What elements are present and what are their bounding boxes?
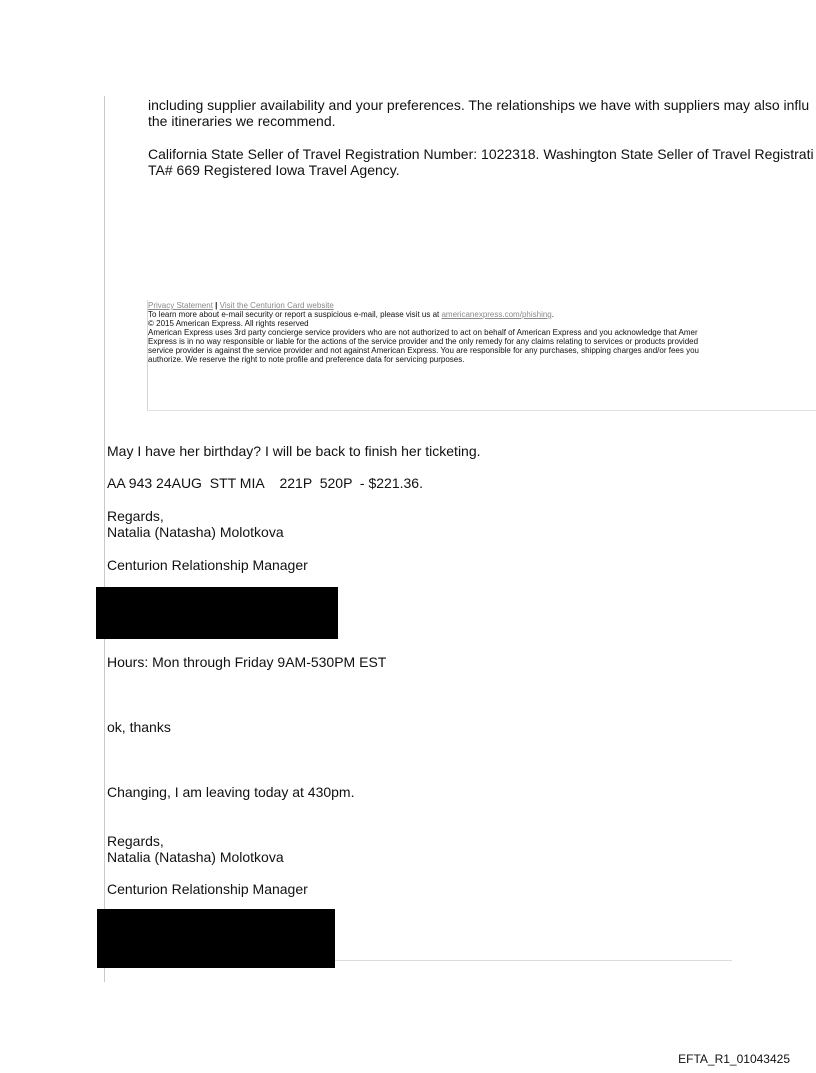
quote-bar bbox=[104, 96, 105, 982]
footer-links bbox=[148, 301, 334, 310]
centurion-website-link[interactable]: Visit the Centurion Card website bbox=[219, 301, 334, 310]
privacy-statement-link[interactable]: Privacy Statement bbox=[148, 301, 213, 310]
message-text: Changing, I am leaving today at 430pm. bbox=[107, 784, 355, 800]
document-id: EFTA_R1_01043425 bbox=[678, 1052, 790, 1066]
message-text: May I have her birthday? I will be back to finish her ticketing. bbox=[107, 443, 481, 459]
reply-text: ok, thanks bbox=[107, 719, 171, 735]
phishing-line bbox=[148, 310, 554, 319]
disclaimer-line: authorize. We reserve the right to note profile and preference data for servicing purposes. bbox=[148, 355, 465, 364]
signature-title: Centurion Relationship Manager bbox=[107, 881, 308, 897]
quoted-line: California State Seller of Travel Registration Number: 1022318. Washington State Seller of Travel Registrati bbox=[148, 146, 814, 162]
signature-title: Centurion Relationship Manager bbox=[107, 557, 308, 573]
office-hours: Hours: Mon through Friday 9AM-530PM EST bbox=[107, 654, 387, 670]
redaction-box bbox=[96, 587, 338, 639]
signature-name: Natalia (Natasha) Molotkova bbox=[107, 524, 284, 540]
inner-quote-divider bbox=[147, 410, 816, 411]
signature-name: Natalia (Natasha) Molotkova bbox=[107, 849, 284, 865]
disclaimer-line: American Express uses 3rd party concierge service providers who are not authorized to act on behalf of American Express and you acknowledge that Amer bbox=[148, 328, 698, 337]
signature-regards: Regards, bbox=[107, 508, 164, 524]
disclaimer-line: service provider is against the service provider and not against American Express. You are responsible for any purchases, shipping charges and/or fees you bbox=[148, 346, 699, 355]
flight-itinerary: AA 943 24AUG STT MIA 221P 520P - $221.36. bbox=[107, 475, 423, 491]
quote-divider bbox=[335, 960, 732, 961]
disclaimer-line: Express is in no way responsible or liable for the actions of the service provider and the only remedy for any claims relating to services or products provided bbox=[148, 337, 699, 346]
copyright: © 2015 American Express. All rights reserved bbox=[148, 319, 309, 328]
quoted-line: including supplier availability and your preferences. The relationships we have with suppliers may also influ bbox=[148, 97, 810, 113]
phishing-link[interactable]: americanexpress.com/phishing bbox=[441, 310, 552, 319]
quoted-line: TA# 669 Registered Iowa Travel Agency. bbox=[148, 162, 400, 178]
redaction-box bbox=[97, 909, 335, 968]
phishing-end: . bbox=[551, 310, 554, 319]
signature-regards: Regards, bbox=[107, 833, 164, 849]
link-separator: | bbox=[215, 301, 218, 310]
quoted-line: the itineraries we recommend. bbox=[148, 113, 336, 129]
phishing-text: To learn more about e-mail security or report a suspicious e-mail, please visit us at bbox=[148, 310, 440, 319]
